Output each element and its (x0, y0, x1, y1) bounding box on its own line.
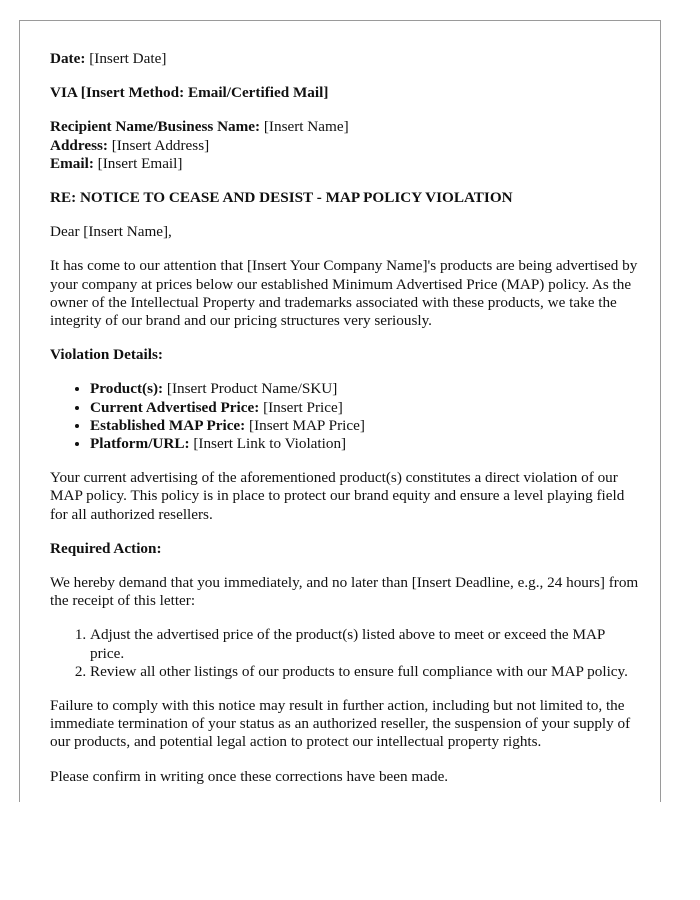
violation-item-label: Platform/URL: (90, 435, 190, 453)
action-heading-text: Required Action: (50, 539, 162, 557)
action-heading (50, 540, 640, 558)
violation-item-value: [Insert Product Name/SKU] (166, 380, 338, 398)
date-label: Date: (50, 50, 86, 67)
intro-paragraph: It has come to our attention that [Insert Your Company Name]'s products are being advertised by your company at prices below our established Minimum Advertised Price (MAP) policy. As the owner of the Intellectual Property and trademarks associated with these products, we take the integrity of our brand and our pricing structures very seriously. (50, 257, 638, 330)
recipient-name-line (50, 118, 640, 136)
violation-list (50, 380, 640, 453)
date-value: [Insert Date] (89, 50, 167, 67)
action-item: 1. Adjust the advertised price of the product(s) listed above to meet or exceed the MAP price. (90, 626, 640, 662)
recipient-name-value: [Insert Name] (263, 118, 349, 136)
recipient-email-label: Email: (50, 154, 94, 172)
letter-page (19, 20, 661, 802)
violation-item-label: Established MAP Price: (90, 416, 246, 434)
violation-item (90, 435, 640, 453)
violation-item-value: [Insert Link to Violation] (193, 435, 347, 453)
recipient-address-line (50, 137, 640, 155)
violation-item (90, 417, 640, 435)
delivery-method (50, 84, 640, 102)
violation-item (90, 380, 640, 398)
delivery-method-text: VIA [Insert Method: Email/Certified Mail] (50, 84, 329, 102)
violation-item-value: [Insert MAP Price] (249, 416, 365, 434)
recipient-block (50, 118, 640, 173)
closing-request: Please confirm in writing once these corrections have been made. (50, 767, 449, 785)
recipient-name-label: Recipient Name/Business Name: (50, 118, 261, 136)
violation-heading-text: Violation Details: (50, 346, 163, 364)
recipient-email-value: [Insert Email] (97, 154, 183, 172)
action-intro: We hereby demand that you immediately, and no later than [Insert Deadline, e.g., 24 hours] from the receipt of this letter: (50, 574, 639, 610)
salutation: Dear [Insert Name], (50, 223, 172, 241)
consequences-paragraph: Failure to comply with this notice may result in further action, including but not limited to, the immediate termination of your status as an authorized reseller, the suspension of your supply of our products, and potential legal action to protect our intellectual property rights. (50, 697, 631, 751)
subject-text: RE: NOTICE TO CEASE AND DESIST - MAP POLICY VIOLATION (50, 189, 513, 207)
action-item: 2. Review all other listings of our products to ensure full compliance with our MAP policy. (90, 663, 640, 681)
violation-item-label: Current Advertised Price: (90, 398, 260, 416)
violation-statement: Your current advertising of the aforementioned product(s) constitutes a direct violation of our MAP policy. This policy is in place to protect our brand equity and ensure a level playing field for all authorized resellers. (50, 469, 625, 523)
date-line (50, 50, 640, 68)
recipient-email-line (50, 155, 640, 173)
action-list (50, 626, 640, 681)
subject-line (50, 189, 640, 207)
letter-body (50, 50, 640, 802)
violation-heading (50, 346, 640, 364)
violation-item (90, 399, 640, 417)
recipient-address-label: Address: (50, 136, 108, 154)
violation-item-label: Product(s): (90, 380, 164, 398)
recipient-address-value: [Insert Address] (111, 136, 210, 154)
violation-item-value: [Insert Price] (263, 398, 343, 416)
